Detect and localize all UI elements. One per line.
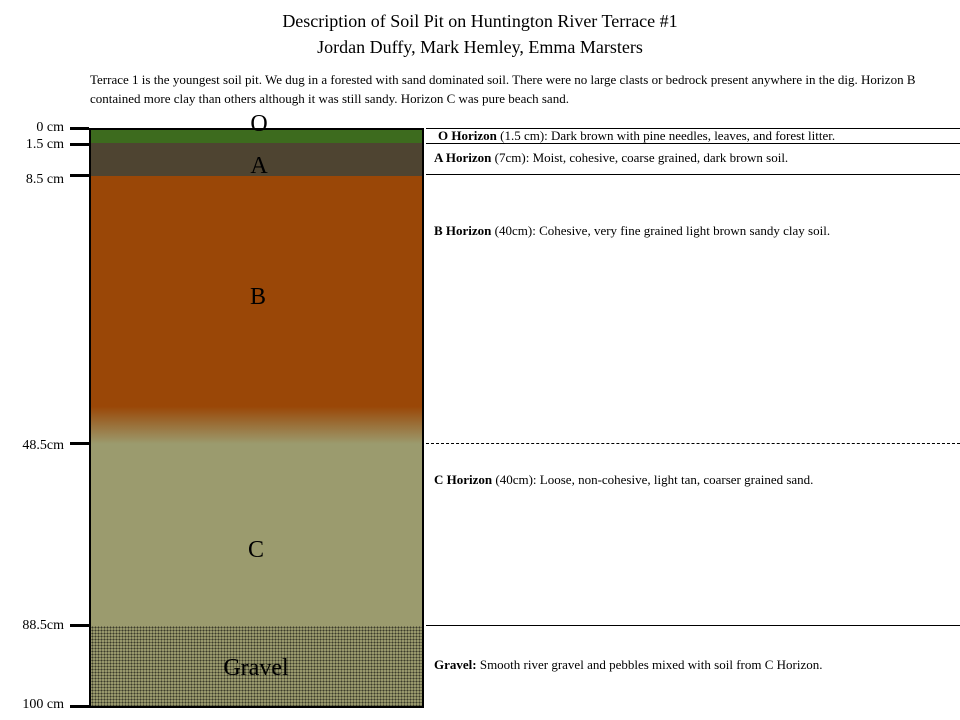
c-horizon-letter: C	[247, 537, 265, 563]
depth-label-0: 0 cm	[36, 120, 64, 135]
c-horizon-layer	[91, 444, 422, 626]
o-horizon-name: O Horizon	[438, 128, 497, 143]
intro-paragraph: Terrace 1 is the youngest soil pit. We dug in a forested with sand dominated soil. There were no large clasts or bedrock present anywhere in the dig. Horizon B contained more clay than others although it was still sandy. Horizon C was pure beach sand.	[90, 72, 916, 106]
depth-tick-8-5	[70, 174, 89, 177]
a-horizon-text: (7cm): Moist, cohesive, coarse grained, dark brown soil.	[491, 150, 789, 165]
b-horizon-text: (40cm): Cohesive, very fine grained light brown sandy clay soil.	[491, 223, 831, 238]
c-horizon-name: C Horizon	[434, 472, 493, 487]
b-horizon-description	[434, 223, 830, 239]
depth-tick-100	[70, 705, 89, 708]
o-horizon-description	[438, 128, 835, 144]
diagram-title	[0, 8, 960, 60]
o-horizon-letter: O	[250, 111, 268, 137]
gravel-letter: Gravel	[223, 655, 289, 681]
boundary-line-b-c	[426, 443, 960, 444]
a-horizon-letter: A	[250, 153, 268, 179]
b-horizon-letter: B	[249, 284, 267, 310]
boundary-line-a-b	[426, 174, 960, 175]
title-authors: Jordan Duffy, Mark Hemley, Emma Marsters	[317, 37, 643, 57]
b-horizon-layer	[91, 176, 422, 444]
c-horizon-text: (40cm): Loose, non-cohesive, light tan, coarser grained sand.	[492, 472, 814, 487]
depth-label-8-5: 8.5 cm	[25, 172, 64, 187]
a-horizon-description	[434, 150, 788, 166]
depth-label-48-5: 48.5cm	[22, 438, 64, 453]
depth-label-88-5: 88.5cm	[22, 618, 64, 633]
depth-label-100: 100 cm	[22, 697, 64, 712]
gravel-text: Smooth river gravel and pebbles mixed with soil from C Horizon.	[476, 657, 823, 672]
c-horizon-description	[434, 472, 813, 488]
soil-column	[89, 128, 424, 708]
boundary-line-c-gravel	[426, 625, 960, 626]
b-horizon-name: B Horizon	[434, 223, 492, 238]
depth-tick-48-5	[70, 442, 89, 445]
gravel-description	[434, 657, 822, 673]
depth-label-1-5: 1.5 cm	[25, 137, 64, 152]
title-line-1: Description of Soil Pit on Huntington River Terrace #1	[282, 11, 678, 31]
o-horizon-text: (1.5 cm): Dark brown with pine needles, leaves, and forest litter.	[496, 128, 836, 143]
depth-tick-88-5	[70, 624, 89, 627]
depth-tick-0	[70, 127, 89, 130]
depth-tick-1-5	[70, 143, 89, 146]
gravel-name: Gravel:	[434, 657, 477, 672]
a-horizon-name: A Horizon	[434, 150, 492, 165]
